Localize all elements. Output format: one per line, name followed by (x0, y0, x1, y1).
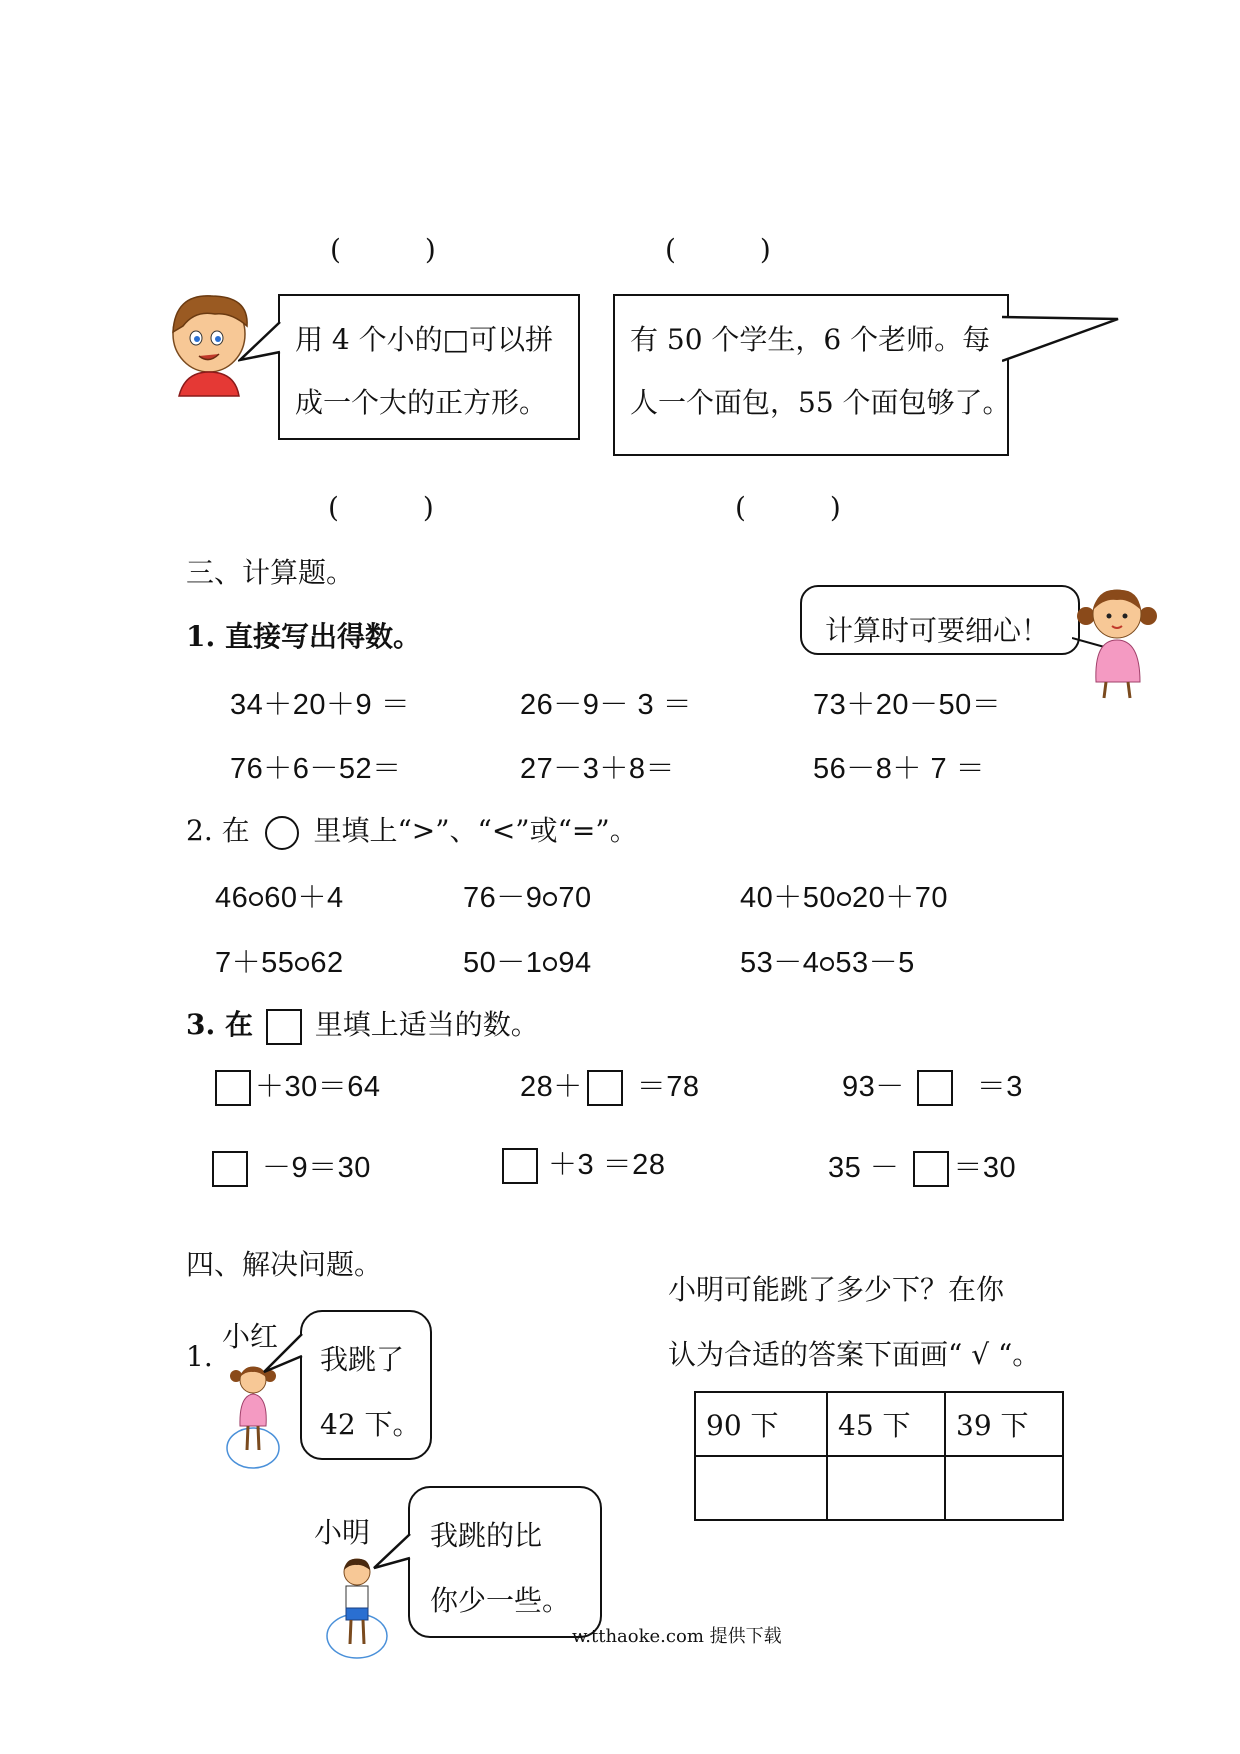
q1-number: 1. (186, 1340, 213, 1373)
fill-item: 28＋ ＝78 (520, 1064, 700, 1106)
question-line1: 小明可能跳了多少下？在你 (668, 1273, 1005, 1306)
compare-item: 40＋50 20＋70 (740, 882, 949, 914)
compare-item: 46 60＋4 (215, 882, 344, 914)
question-line2: 认为合适的答案下面画“ √ “。 (668, 1338, 1041, 1371)
q2-title-pre: 2. 在 (186, 814, 250, 847)
xiaohong-name: 小红 (222, 1320, 279, 1353)
answer-box[interactable] (587, 1070, 623, 1106)
calc-item: 76＋6－52＝ (230, 753, 402, 785)
choice-39: 39 下 (945, 1392, 1063, 1456)
compare-circle[interactable] (543, 957, 557, 971)
girl-jumping-rope-icon (222, 1364, 284, 1470)
fill-item: ＋3 ＝28 (502, 1142, 665, 1184)
choice-45: 45 下 (827, 1392, 945, 1456)
choice-90: 90 下 (695, 1392, 827, 1456)
q2-title-post: 里填上“>”、“<”或“=”。 (313, 814, 638, 847)
q2-title (186, 809, 638, 850)
answer-table (694, 1391, 1064, 1521)
xiaoming-speech-line2: 你少一些。 (430, 1584, 571, 1617)
circle-icon (265, 816, 299, 850)
square-icon (266, 1009, 302, 1045)
compare-item: 7＋55 62 (215, 947, 344, 979)
calc-item: 56－8＋ 7 ＝ (813, 753, 986, 785)
girl-avatar (1072, 582, 1167, 702)
statement-right-line1: 有 50 个学生，6 个老师。每 (630, 323, 991, 356)
calc-item: 73＋20－50＝ (813, 689, 1002, 721)
bubble-tail-xiaohong (262, 1332, 304, 1376)
table-row (695, 1456, 1063, 1520)
bubble-tail-xiaoming (372, 1532, 412, 1572)
compare-circle[interactable] (837, 892, 851, 906)
xiaoming-name: 小明 (314, 1516, 371, 1549)
xiaohong-speech-line1: 我跳了 (320, 1343, 405, 1376)
compare-item: 53－4 53－5 (740, 947, 915, 979)
q1-title: 1. 直接写出得数。 (186, 620, 421, 653)
answer-box[interactable] (215, 1070, 251, 1106)
answer-box[interactable] (917, 1070, 953, 1106)
compare-circle[interactable] (543, 892, 557, 906)
statement-left-line1: 用 4 个小的□可以拼 (295, 323, 554, 356)
compare-circle[interactable] (820, 957, 834, 971)
compare-item: 76－9 70 (463, 882, 592, 914)
q3-title-pre: 3. 在 (186, 1008, 253, 1041)
q3-title (186, 1003, 539, 1045)
fill-item: 35 － ＝30 (828, 1145, 1016, 1187)
calc-item: 26－9－ 3 ＝ (520, 689, 693, 721)
answer-paren-3: ( ) (328, 491, 434, 524)
answer-box[interactable] (212, 1151, 248, 1187)
check-cell-45[interactable] (827, 1456, 945, 1520)
answer-paren-2: ( ) (665, 233, 771, 266)
xiaohong-speech-line2: 42 下。 (320, 1408, 421, 1441)
calc-item: 34＋20＋9 ＝ (230, 689, 411, 721)
calc-item: 27－3＋8＝ (520, 753, 676, 785)
fill-item: －9＝30 (212, 1145, 371, 1187)
check-cell-90[interactable] (695, 1456, 827, 1520)
answer-box[interactable] (502, 1148, 538, 1184)
answer-paren-4: ( ) (735, 491, 841, 524)
statement-left-line2: 成一个大的正方形。 (295, 386, 548, 419)
bubble-tail-left (238, 320, 282, 364)
bubble-tail-right (1002, 315, 1120, 365)
fill-item: 93－ ＝3 (842, 1064, 1023, 1106)
statement-right-line2: 人一个面包，55 个面包够了。 (630, 386, 1011, 419)
compare-circle[interactable] (295, 957, 309, 971)
check-cell-39[interactable] (945, 1456, 1063, 1520)
footer-text: w.tthaoke.com 提供下载 (572, 1626, 782, 1647)
table-row (695, 1392, 1063, 1456)
compare-circle[interactable] (249, 892, 263, 906)
answer-box[interactable] (913, 1151, 949, 1187)
q3-title-post: 里填上适当的数。 (314, 1008, 539, 1041)
section-3-title: 三、计算题。 (186, 556, 355, 589)
answer-paren-1: ( ) (330, 233, 436, 266)
compare-item: 50－1 94 (463, 947, 592, 979)
tip-text: 计算时可要细心！ (825, 614, 1050, 647)
xiaoming-speech-line1: 我跳的比 (430, 1519, 543, 1552)
fill-item: ＋30＝64 (215, 1064, 381, 1106)
section-4-title: 四、解决问题。 (186, 1248, 383, 1281)
